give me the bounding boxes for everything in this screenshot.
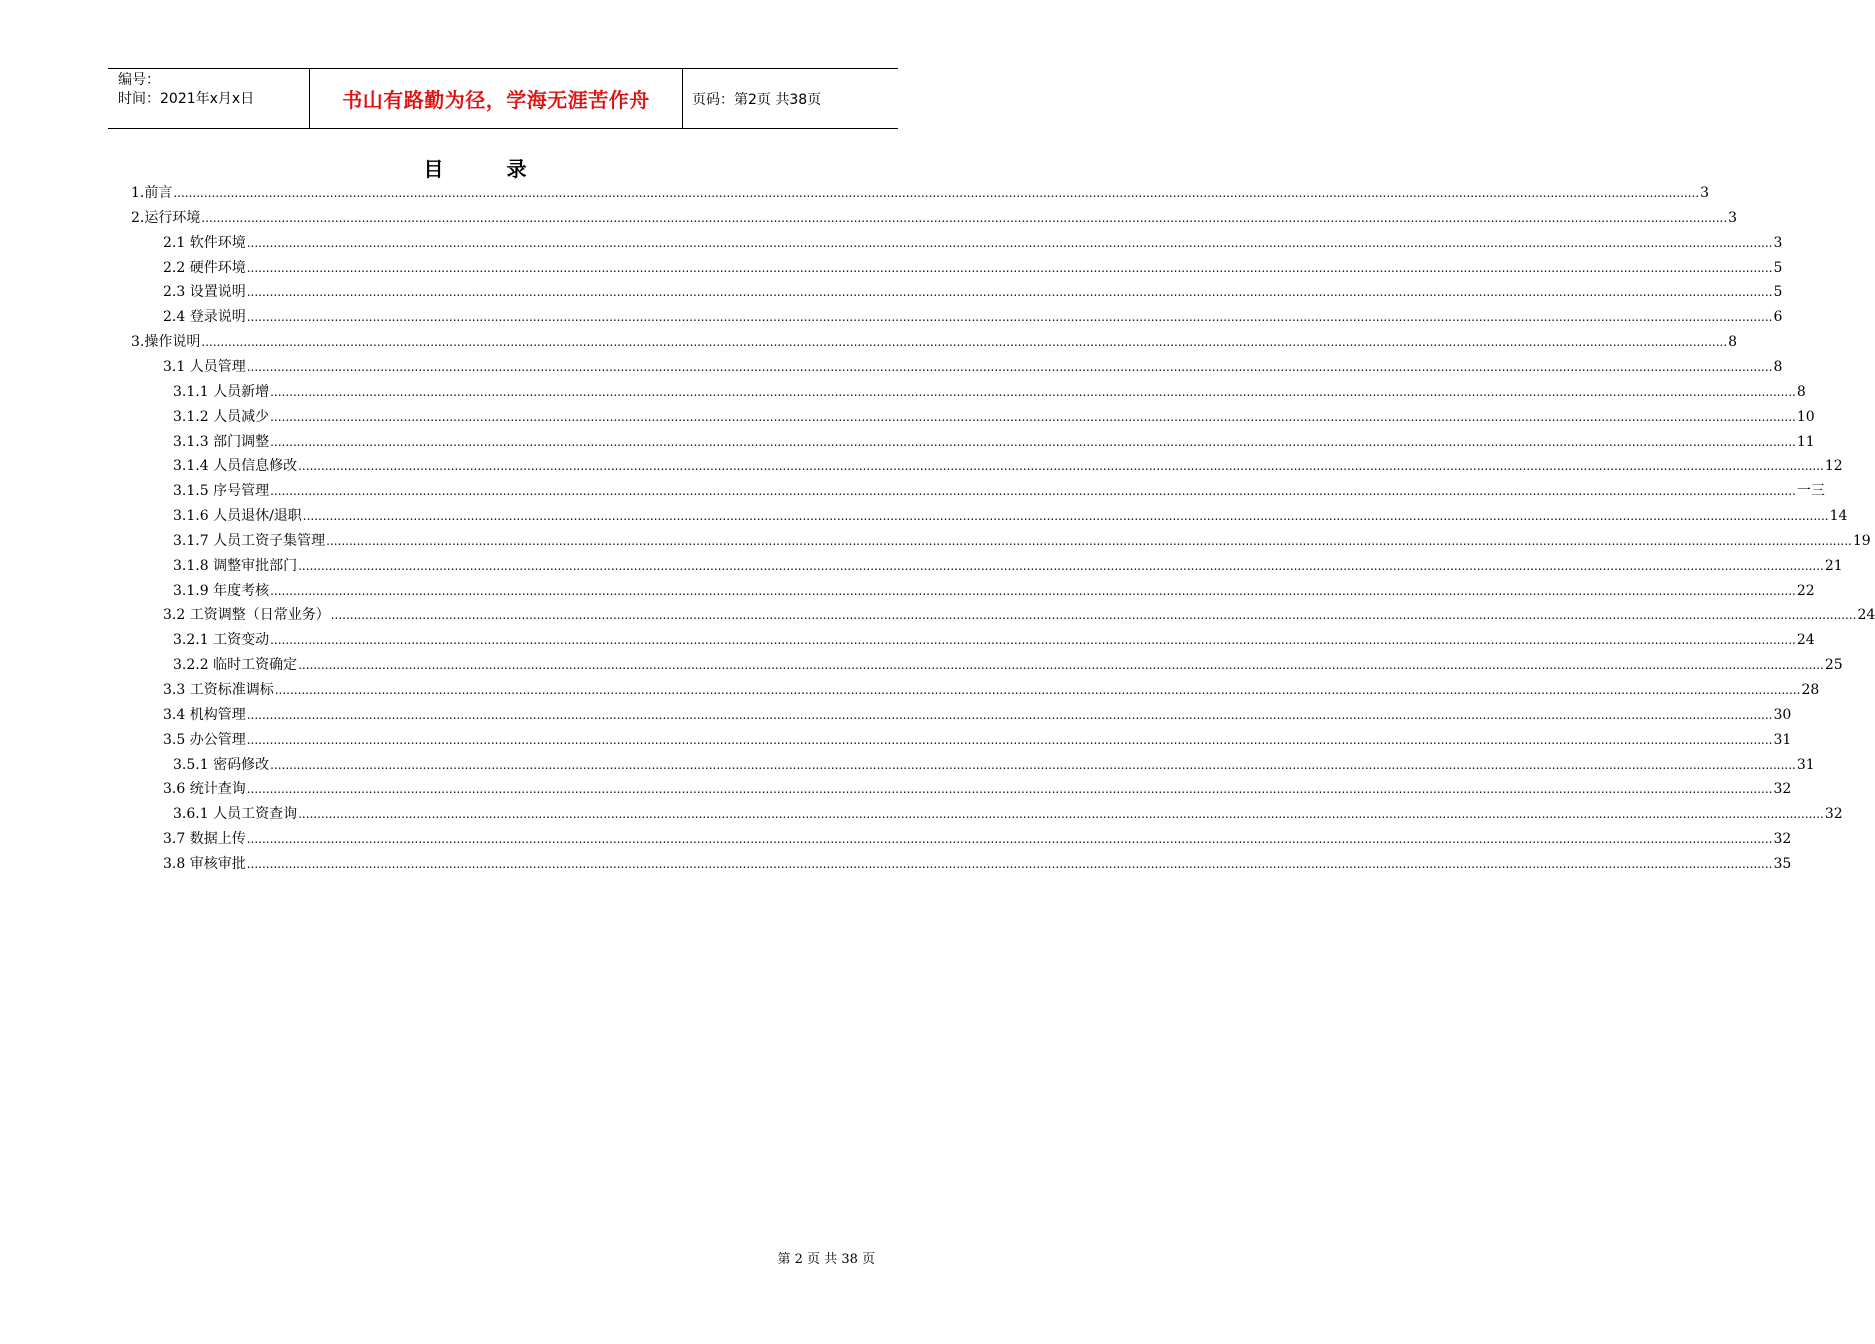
- header-meta: [108, 69, 309, 128]
- toc-entry-page: 22: [1796, 582, 1815, 599]
- toc-leader-dots: ................................................................................................................................................................................................................................................................................................................................................................................................................: [201, 210, 1728, 225]
- toc-leader-dots: ................................................................................................................................................................................................................................................................................................................................................................................................................: [270, 484, 1796, 499]
- toc-entry-title: 3.1.5 序号管理: [173, 483, 270, 500]
- toc-leader-dots: ................................................................................................................................................................................................................................................................................................................................................................................................................: [270, 757, 1796, 772]
- toc-leader-dots: ................................................................................................................................................................................................................................................................................................................................................................................................................: [270, 583, 1796, 598]
- toc-leader-dots: ................................................................................................................................................................................................................................................................................................................................................................................................................: [298, 558, 1824, 573]
- toc-entry[interactable]: [131, 330, 1738, 354]
- toc-entry[interactable]: [173, 802, 1843, 826]
- toc-leader-dots: ................................................................................................................................................................................................................................................................................................................................................................................................................: [201, 335, 1728, 350]
- toc-entry[interactable]: [131, 181, 1710, 205]
- toc-entry-title: 2.3 设置说明: [163, 284, 246, 301]
- document-number-label: 编号：: [118, 72, 160, 88]
- toc-entry[interactable]: [173, 579, 1815, 603]
- toc-entry[interactable]: [163, 355, 1783, 379]
- toc-entry-title: 3.6.1 人员工资查询: [173, 806, 298, 823]
- toc-entry-title: 3.1.8 调整审批部门: [173, 557, 298, 574]
- page-header: [108, 68, 898, 129]
- toc-leader-dots: ................................................................................................................................................................................................................................................................................................................................................................................................................: [246, 359, 1773, 374]
- toc-entry[interactable]: [163, 728, 1792, 752]
- toc-entry-title: 3.3 工资标准调标: [163, 682, 274, 698]
- toc-leader-dots: ................................................................................................................................................................................................................................................................................................................................................................................................................: [330, 608, 1857, 623]
- toc-entry-title: 3.1.3 部门调整: [173, 433, 270, 450]
- toc-entry-page: 8: [1728, 334, 1738, 351]
- header-page-info: 页码：第2页 共38页: [692, 91, 822, 108]
- toc-entry-page: 28: [1801, 682, 1820, 698]
- toc-leader-dots: ................................................................................................................................................................................................................................................................................................................................................................................................................: [298, 459, 1824, 474]
- toc-leader-dots: ................................................................................................................................................................................................................................................................................................................................................................................................................: [270, 384, 1796, 399]
- toc-entry-page: 5: [1773, 284, 1783, 301]
- toc-leader-dots: ................................................................................................................................................................................................................................................................................................................................................................................................................: [246, 310, 1773, 325]
- toc-leader-dots: ................................................................................................................................................................................................................................................................................................................................................................................................................: [246, 260, 1773, 275]
- toc-leader-dots: ................................................................................................................................................................................................................................................................................................................................................................................................................: [270, 409, 1796, 424]
- toc-entry[interactable]: [163, 852, 1792, 876]
- toc-entry-title: 3.5 办公管理: [163, 731, 246, 748]
- toc-entry[interactable]: [163, 256, 1783, 280]
- toc-entry-page: 3: [1700, 185, 1710, 201]
- toc-entry-page: 24: [1857, 607, 1875, 624]
- toc-leader-dots: ................................................................................................................................................................................................................................................................................................................................................................................................................: [298, 658, 1824, 673]
- page-footer: 第 2 页 共 38 页: [777, 1252, 875, 1267]
- toc-entry-page: 11: [1796, 433, 1815, 450]
- toc-entry-title: 3.7 数据上传: [163, 831, 246, 848]
- toc-entry-title: 3.1 人员管理: [163, 358, 246, 375]
- toc-leader-dots: ................................................................................................................................................................................................................................................................................................................................................................................................................: [246, 732, 1773, 747]
- toc-entry-page: 32: [1824, 806, 1843, 823]
- toc-entry[interactable]: [163, 603, 1875, 627]
- toc-leader-dots: ................................................................................................................................................................................................................................................................................................................................................................................................................: [246, 235, 1773, 250]
- toc-leader-dots: ................................................................................................................................................................................................................................................................................................................................................................................................................: [246, 285, 1773, 300]
- toc-entry-title: 3.8 审核审批: [163, 855, 246, 872]
- toc-entry-page: 10: [1796, 408, 1815, 425]
- toc-entry-title: 3.2.1 工资变动: [173, 632, 270, 649]
- toc-entry[interactable]: [173, 479, 1825, 503]
- toc-entry-page: 3: [1728, 209, 1738, 226]
- toc-entry-title: 3.1.6 人员退休/退职: [173, 508, 302, 525]
- toc-entry[interactable]: [173, 454, 1843, 478]
- toc-entry-page: 5: [1773, 259, 1783, 276]
- toc-entry-title: 3.操作说明: [131, 334, 201, 351]
- toc-entry-title: 3.1.1 人员新增: [173, 383, 270, 400]
- toc-entry-title: 1.前言: [131, 185, 173, 201]
- toc-entry[interactable]: [173, 430, 1815, 454]
- toc-entry-page: 8: [1796, 383, 1806, 400]
- toc-entry-page: 12: [1824, 458, 1843, 475]
- toc-leader-dots: ................................................................................................................................................................................................................................................................................................................................................................................................................: [246, 856, 1773, 871]
- toc-entry-title: 3.2 工资调整（日常业务）: [163, 607, 330, 624]
- toc-entry-page: 8: [1773, 358, 1783, 375]
- toc-entry-title: 2.2 硬件环境: [163, 259, 246, 276]
- toc-entry-title: 2.运行环境: [131, 209, 201, 226]
- toc-entry[interactable]: [163, 827, 1792, 851]
- toc-entry-page: 30: [1773, 706, 1792, 723]
- toc-entry[interactable]: [173, 504, 1848, 528]
- toc-leader-dots: ................................................................................................................................................................................................................................................................................................................................................................................................................: [246, 707, 1773, 722]
- toc-entry-title: 3.1.9 年度考核: [173, 582, 270, 599]
- toc-entry-page: 32: [1773, 781, 1792, 798]
- toc-entry-page: 32: [1773, 831, 1792, 848]
- toc-entry-title: 2.4 登录说明: [163, 309, 246, 326]
- toc-entry-page: 31: [1796, 756, 1815, 773]
- toc-entry[interactable]: [131, 206, 1738, 230]
- toc-entry[interactable]: [163, 777, 1792, 801]
- toc-entry-title: 3.4 机构管理: [163, 706, 246, 723]
- toc-entry-page: 21: [1824, 557, 1843, 574]
- toc-leader-dots: ................................................................................................................................................................................................................................................................................................................................................................................................................: [246, 782, 1773, 797]
- toc-leader-dots: ................................................................................................................................................................................................................................................................................................................................................................................................................: [298, 807, 1824, 822]
- toc-entry[interactable]: [173, 529, 1871, 553]
- toc-leader-dots: ................................................................................................................................................................................................................................................................................................................................................................................................................: [270, 633, 1796, 648]
- toc-entry-title: 2.1 软件环境: [163, 234, 246, 251]
- toc-leader-dots: ................................................................................................................................................................................................................................................................................................................................................................................................................: [246, 832, 1773, 847]
- toc-leader-dots: ................................................................................................................................................................................................................................................................................................................................................................................................................: [326, 533, 1852, 548]
- toc-entry-page: 3: [1773, 234, 1783, 251]
- toc-entry-title: 3.1.7 人员工资子集管理: [173, 532, 326, 549]
- toc-entry[interactable]: [173, 380, 1806, 404]
- toc-entry[interactable]: [163, 678, 1820, 702]
- toc-entry-title: 3.1.4 人员信息修改: [173, 458, 298, 475]
- toc-entry[interactable]: [163, 280, 1783, 304]
- header-motto: 书山有路勤为径，学海无涯苦作舟: [309, 69, 683, 128]
- toc-entry-title: 3.2.2 临时工资确定: [173, 657, 298, 674]
- toc-entry-page: 一三: [1796, 483, 1825, 500]
- toc-entry-title: 3.6 统计查询: [163, 781, 246, 798]
- toc-entry-page: 19: [1852, 532, 1871, 549]
- toc-entry[interactable]: [163, 703, 1792, 727]
- toc-entry[interactable]: [173, 628, 1815, 652]
- toc-entry[interactable]: [163, 231, 1783, 255]
- toc-entry[interactable]: [163, 305, 1783, 329]
- toc-leader-dots: ................................................................................................................................................................................................................................................................................................................................................................................................................: [173, 186, 1700, 200]
- toc-entry-page: 35: [1773, 855, 1792, 872]
- toc-leader-dots: ................................................................................................................................................................................................................................................................................................................................................................................................................: [270, 434, 1796, 449]
- toc-leader-dots: ................................................................................................................................................................................................................................................................................................................................................................................................................: [274, 683, 1801, 697]
- toc-entry-title: 3.1.2 人员减少: [173, 408, 270, 425]
- toc-entry-page: 14: [1829, 508, 1848, 525]
- toc-entry-title: 3.5.1 密码修改: [173, 756, 270, 773]
- toc-entry-page: 6: [1773, 309, 1783, 326]
- toc-entry-page: 25: [1824, 657, 1843, 674]
- toc-leader-dots: ................................................................................................................................................................................................................................................................................................................................................................................................................: [302, 509, 1829, 524]
- toc-entry[interactable]: [173, 554, 1843, 578]
- toc-title: 目 录: [423, 157, 555, 181]
- toc-entry[interactable]: [173, 405, 1815, 429]
- toc-entry[interactable]: [173, 653, 1843, 677]
- toc-entry[interactable]: [173, 753, 1815, 777]
- toc-entry-page: 31: [1773, 731, 1792, 748]
- document-date-label: 时间：2021年x月x日: [118, 91, 255, 107]
- toc-entry-page: 24: [1796, 632, 1815, 649]
